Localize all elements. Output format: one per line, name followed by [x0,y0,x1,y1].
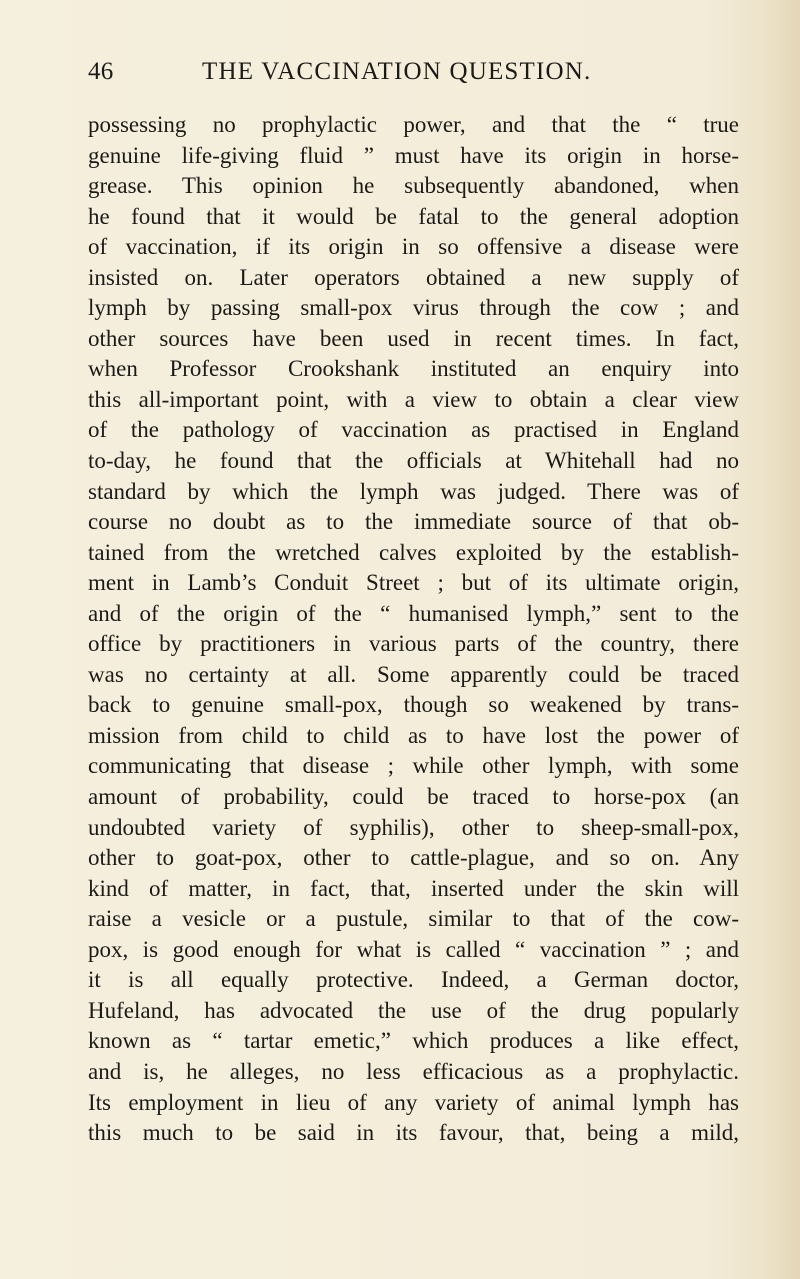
text-line: amount of probability, could be traced to horse-pox (an [88,784,739,810]
text-line: tained from the wretched calves exploited by the establish- [88,539,739,565]
text-line: raise a vesicle or a pustule, similar to that of the cow- [88,906,739,932]
text-line: he found that it would be fatal to the general adoption [88,203,739,229]
text-line: known as “ tartar emetic,” which produces a like effect, [88,1028,739,1054]
text-line: this all-important point, with a view to obtain a clear view [88,386,739,412]
text-line: when Professor Crookshank instituted an enquiry into [88,356,739,382]
text-line: and is, he alleges, no less efficacious as a prophylactic. [88,1058,739,1084]
text-line: insisted on. Later operators obtained a new supply of [88,264,739,290]
text-line: it is all equally protective. Indeed, a German doctor, [88,967,739,993]
page-header [88,58,744,92]
text-line: Hufeland, has advocated the use of the drug popularly [88,997,739,1023]
text-line: Its employment in lieu of any variety of animal lymph has [88,1089,739,1115]
text-line: back to genuine small-pox, though so weakened by trans- [88,692,739,718]
text-line: genuine life-giving fluid ” must have its origin in horse- [88,142,739,168]
text-line: standard by which the lymph was judged. There was of [88,478,739,504]
text-line: office by practitioners in various parts of the country, there [88,631,739,657]
text-line: lymph by passing small-pox virus through the cow ; and [88,295,739,321]
text-line: possessing no prophylactic power, and that the “ true [88,112,739,137]
text-line: pox, is good enough for what is called “ vaccination ” ; and [88,936,739,962]
text-line: to-day, he found that the officials at Whitehall had no [88,448,739,474]
text-line: kind of matter, in fact, that, inserted under the skin will [88,875,739,901]
text-line: course no doubt as to the immediate source of that ob- [88,509,739,535]
text-line: of the pathology of vaccination as practised in England [88,417,739,443]
text-line: was no certainty at all. Some apparently could be traced [88,661,739,687]
running-head: THE VACCINATION QUESTION. [202,58,592,85]
text-line: and of the origin of the “ humanised lymph,” sent to the [88,600,739,626]
text-line: of vaccination, if its origin in so offensive a disease were [88,234,739,260]
text-line: ment in Lamb’s Conduit Street ; but of its ultimate origin, [88,570,739,596]
text-line: this much to be said in its favour, that, being a mild, [88,1120,739,1146]
text-line: other sources have been used in recent times. In fact, [88,325,739,351]
body-text [88,110,739,1149]
page-number: 46 [88,58,114,85]
text-line: other to goat-pox, other to cattle-plague, and so on. Any [88,845,739,871]
text-line: mission from child to child as to have lost the power of [88,722,739,748]
text-line: communicating that disease ; while other lymph, with some [88,753,739,779]
text-line: undoubted variety of syphilis), other to sheep-small-pox, [88,814,739,840]
text-line: grease. This opinion he subsequently abandoned, when [88,173,739,199]
